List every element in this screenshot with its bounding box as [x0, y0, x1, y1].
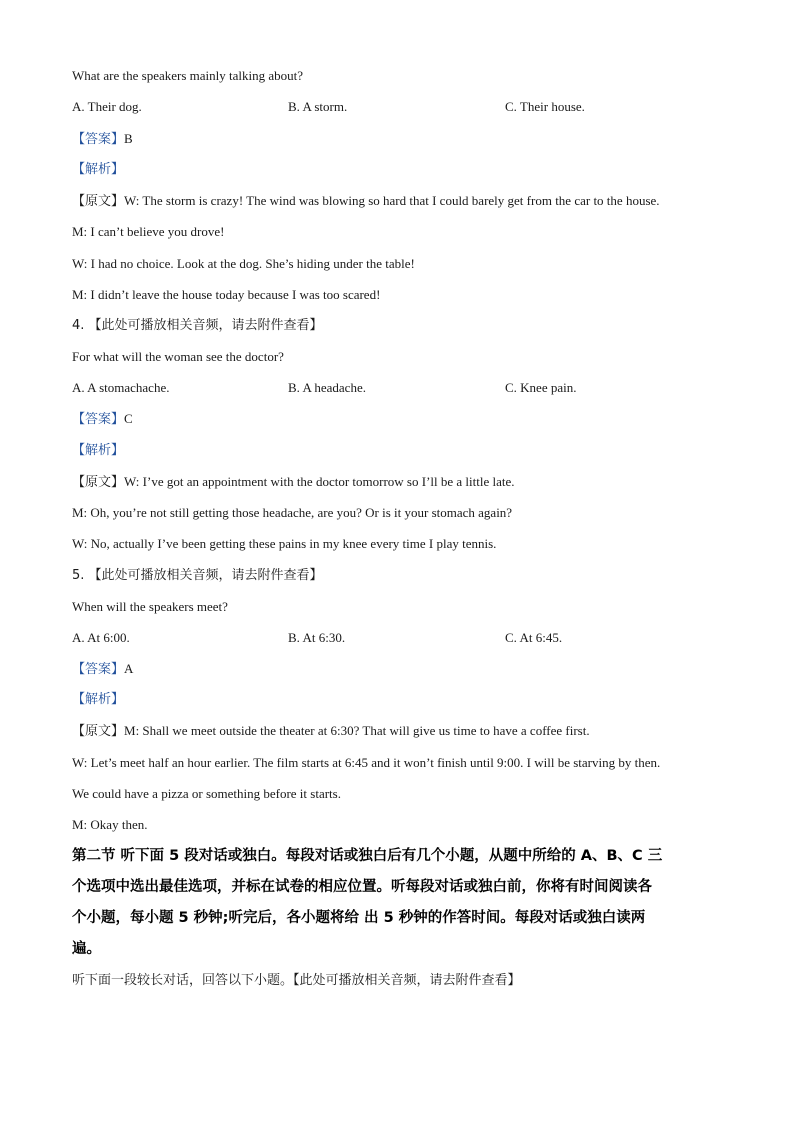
- q4-analysis-tag: 【解析】: [72, 443, 125, 458]
- q3-transcript-line-4: M: I didn’t leave the house today because I was too scared!: [72, 287, 381, 302]
- section2-heading-line-3: 个小题，每小题 5 秒钟;听完后，各小题将给 出 5 秒钟的作答时间。每段对话或独白读两: [72, 910, 646, 926]
- answer-tag: 【答案】: [72, 412, 125, 427]
- q5-transcript-line-2: W: Let’s meet half an hour earlier. The film starts at 6:45 and it won’t finish until 9:00. I will be starving by then.: [72, 755, 661, 770]
- section2-heading-line-1: 第二节 听下面 5 段对话或独白。每段对话或独白后有几个小题，从题中所给的 A、B、C 三: [72, 848, 663, 864]
- q4-number-label: 4. 【此处可播放相关音频，请去附件查看】: [72, 318, 323, 333]
- q3-transcript-text-1: W: The storm is crazy! The wind was blowing so hard that I could barely get from the car to the house.: [124, 193, 660, 208]
- answer-tag: 【答案】: [72, 132, 125, 147]
- q4-transcript-line-1: [72, 473, 515, 492]
- q5-transcript-text-1: M: Shall we meet outside the theater at 6:30? That will give us time to have a coffee first.: [124, 723, 590, 738]
- q3-analysis-tag: 【解析】: [72, 162, 125, 177]
- q4-option-a: A. A stomachache.: [72, 380, 170, 395]
- q3-option-a: A. Their dog.: [72, 99, 142, 114]
- q3-answer-line: [72, 130, 133, 149]
- q5-transcript-line-1: [72, 722, 590, 741]
- q5-question: When will the speakers meet?: [72, 599, 228, 614]
- q4-option-c: C. Knee pain.: [505, 380, 577, 395]
- q5-transcript-line-3: We could have a pizza or something before it starts.: [72, 786, 341, 801]
- original-tag: 【原文】: [72, 724, 125, 739]
- q5-option-a: A. At 6:00.: [72, 630, 130, 645]
- q5-option-c: C. At 6:45.: [505, 630, 563, 645]
- q4-option-b: B. A headache.: [288, 380, 366, 395]
- q4-transcript-line-2: M: Oh, you’re not still getting those headache, are you? Or is it your stomach again?: [72, 505, 513, 520]
- q4-transcript-text-1: W: I’ve got an appointment with the doctor tomorrow so I’ll be a little late.: [124, 474, 515, 489]
- q3-transcript-line-2: M: I can’t believe you drove!: [72, 224, 225, 239]
- section2-heading-line-4: 遍。: [72, 941, 101, 957]
- q3-answer: B: [124, 131, 133, 146]
- q5-option-b: B. At 6:30.: [288, 630, 346, 645]
- q4-question: For what will the woman see the doctor?: [72, 349, 284, 364]
- q3-transcript-line-3: W: I had no choice. Look at the dog. She’s hiding under the table!: [72, 256, 415, 271]
- q5-transcript-line-4: M: Okay then.: [72, 817, 148, 832]
- q3-option-c: C. Their house.: [505, 99, 585, 114]
- section2-instruction: 听下面一段较长对话，回答以下小题。【此处可播放相关音频，请去附件查看】: [72, 973, 521, 988]
- section2-heading-line-2: 个选项中选出最佳选项，并标在试卷的相应位置。听每段对话或独白前，你将有时间阅读各: [72, 879, 652, 895]
- q4-answer-line: [72, 410, 133, 429]
- q5-answer-line: [72, 660, 133, 679]
- answer-tag: 【答案】: [72, 662, 125, 677]
- q5-analysis-tag: 【解析】: [72, 692, 125, 707]
- q3-option-b: B. A storm.: [288, 99, 348, 114]
- q5-answer: A: [124, 661, 134, 676]
- q3-transcript-line-1: [72, 192, 660, 211]
- original-tag: 【原文】: [72, 475, 125, 490]
- q4-transcript-line-3: W: No, actually I’ve been getting these pains in my knee every time I play tennis.: [72, 536, 497, 551]
- q3-question: What are the speakers mainly talking about?: [72, 68, 304, 83]
- original-tag: 【原文】: [72, 194, 125, 209]
- q4-answer: C: [124, 411, 133, 426]
- q5-number-label: 5. 【此处可播放相关音频，请去附件查看】: [72, 568, 323, 583]
